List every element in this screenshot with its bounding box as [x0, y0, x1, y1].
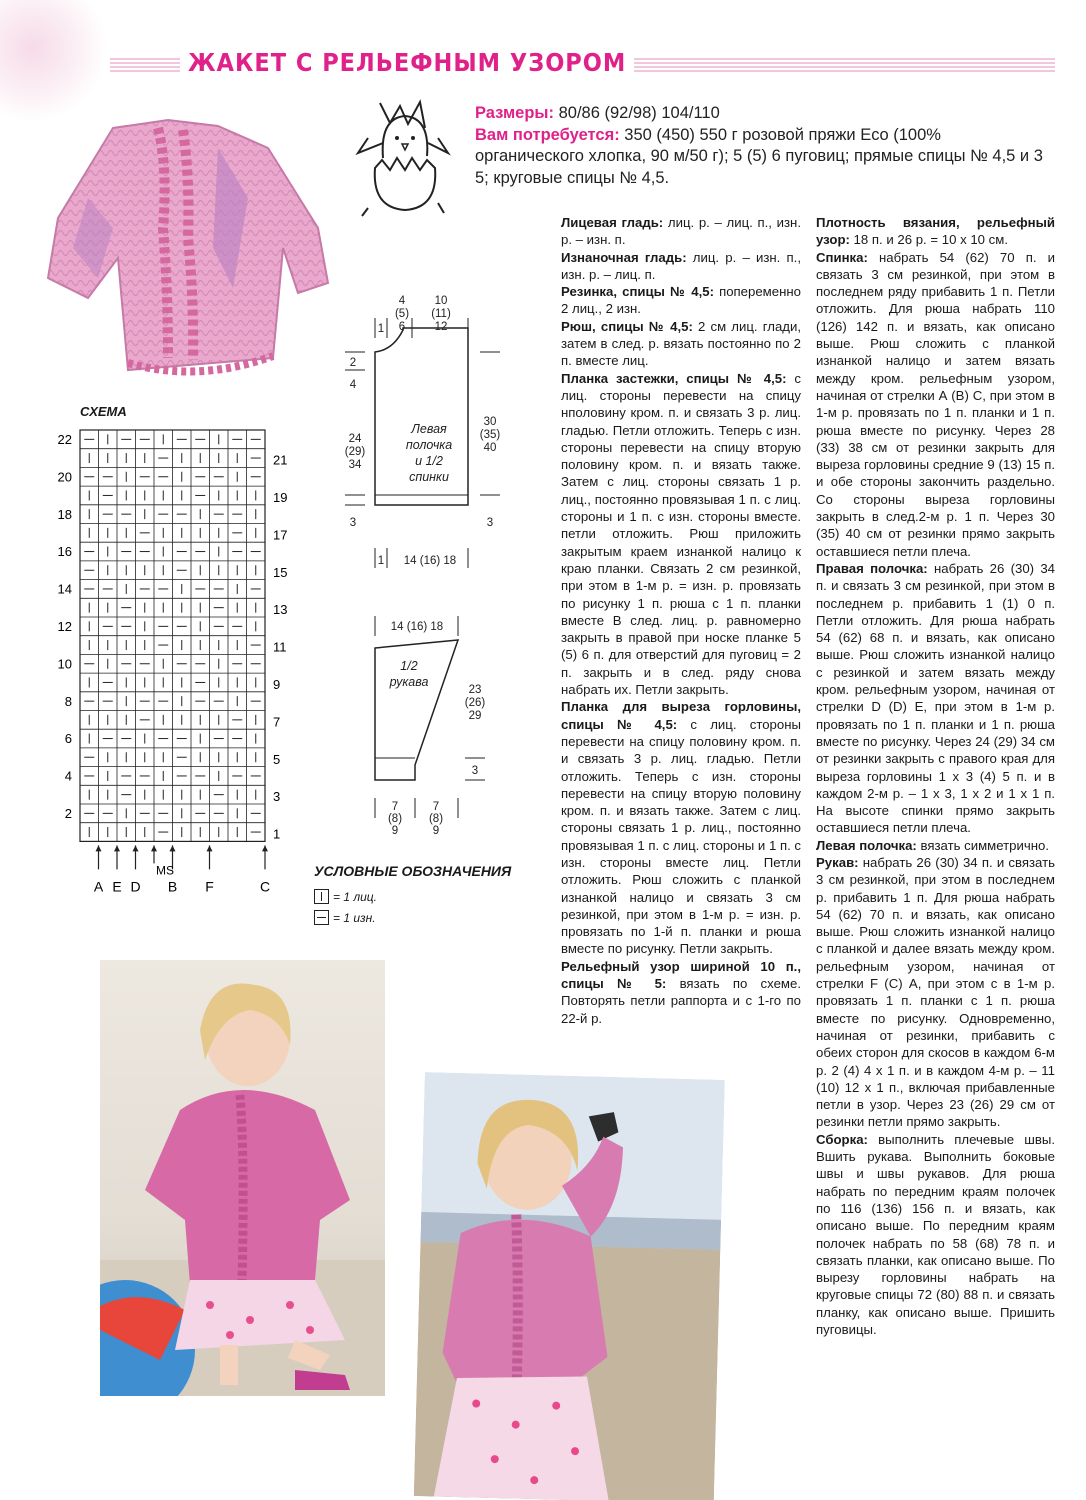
instruction-paragraph	[816, 214, 1055, 249]
arrow-up-icon	[170, 845, 176, 851]
materials-value: 350 (450) 550 г розовой пряжи Eco (100% органического хлопка, 90 м/50 г); 5 (5) 6 пуговиц; прямые спицы № 4,5 и 3 5; круговые спицы № 4,5.	[475, 125, 1043, 187]
row-number-left: 4	[64, 768, 72, 784]
instruction-heading: Правая полочка:	[816, 560, 928, 576]
instruction-heading: Рельефный узор шириной 10 п., спицы № 5:	[561, 958, 801, 992]
row-number-right: 9	[273, 676, 281, 692]
instruction-text: набрать 54 (62) 70 п. и связать 3 см резинкой, при этом в последнем ряду прибавить 1 п. Петли отложить. Для рюша набрать 110 (126) 142 п. и вязать, как описано выше. Рюш сложить с планкой изнанкой налицо и затем вязать между кром. рельефным узором, начиная от стрелки А (В) С, при этом в 1-м р. провязать по 1 п. планки и 1 п. рюша вместе по рисунку. Через 28 (33) 38 см от резинки закрыть для выреза горловины средние 9 (13) 15 п. и обе стороны закончить раздельно. Со стороны выреза горловины закрыть в след.2-м р. 1 п. Через 30 (35) 40 см от резинки прямо закрыть оставшиеся петли плеча.	[816, 249, 1055, 559]
instruction-heading: Планка застежки, спицы № 4,5:	[561, 370, 787, 386]
row-number-right: 13	[273, 602, 288, 618]
instruction-paragraph	[561, 249, 801, 284]
chick-egg-illustration	[350, 98, 455, 223]
instruction-text: с лиц. стороны перевести на спицу нполовину кром. п. и связать 3 р. лиц. гладью. Петли отложить. Теперь с изн. стороны перевести на спицу вторую половину кром. п. и вязать также. Затем с лиц. стороны связать 1 р. лиц., постоянно провязывая 1 п. с лиц. стороны и 1 п. с изн. стороны вместе. петли отложить. Рюш приложить закрытым краем изнанкой налицо к краю планки. Связать 2 см резинкой, при этом в 1-м р. = изн. р. провязать по рисунку 1 п. рюша с 1 п. планки вместе В след. лиц. р. равномерно закрыть в правой при носке планке 5 (5) 6 п. для отверстий для пуговиц = 2 п. закрыть и в след. ряду снова набрать их. Петли закрыть.	[561, 370, 801, 698]
legend-purl	[314, 910, 376, 925]
instruction-text: 18 п. и 26 р. = 10 х 10 см.	[849, 232, 1008, 248]
instruction-text: с лиц. стороны перевести на спицу половину кром. п. и связать 3 р. лиц. гладью. Петли отложить. Теперь с изн. стороны перевести на спицу вторую половину кром. п. и вязать также. Затем с лиц. стороны связать 1 р. лиц., постоянно провязывая 1 п. с лиц. стороны и 1 п. с изн. стороны вместе лиц. Петли отложить. Рюш сложить с планкой изнанкой налицо и связать 3 см резинкой, при этом в 1-м р. = изн. р. провязать по 1-й п. планки и рюша вместе по рисунку. Петли закрыть.	[561, 716, 802, 957]
arrow-up-icon	[262, 845, 268, 851]
dim-left-3: 3	[349, 517, 357, 529]
ms-label: MS	[156, 863, 174, 878]
child-photo-1	[100, 960, 385, 1396]
dim-left-24: 24 (29) 34	[344, 433, 366, 471]
row-number-right: 5	[273, 751, 281, 767]
arrow-up-icon	[133, 845, 139, 851]
instruction-heading: Левая полочка:	[816, 837, 917, 853]
instruction-heading: Сборка:	[816, 1131, 868, 1147]
arrow-up-icon	[96, 845, 102, 851]
instructions-column-1	[561, 214, 801, 1027]
row-number-right: 11	[273, 639, 287, 655]
dim-right-3: 3	[486, 517, 494, 529]
dim-one: 1	[377, 323, 385, 335]
pattern-schematic	[335, 290, 535, 855]
instruction-heading: Плотность вязания, рельефный узор:	[816, 215, 1055, 248]
instruction-text: лиц. р. – лиц. п., изн. р. – изн. п.	[561, 215, 801, 248]
legend-title: УСЛОВНЫЕ ОБОЗНАЧЕНИЯ	[314, 863, 512, 879]
stitch-chart	[50, 425, 310, 900]
instruction-heading: Спинка:	[816, 249, 868, 265]
arrow-label: F	[205, 878, 214, 895]
row-number-left: 2	[64, 806, 72, 822]
dim-sleeve-23: 23 (26) 29	[464, 684, 486, 722]
instruction-paragraph	[816, 249, 1055, 560]
instruction-heading: Рукав:	[816, 854, 859, 870]
instruction-text: вязать симметрично.	[916, 837, 1050, 853]
dim-left-4: 4	[349, 379, 357, 391]
instruction-paragraph	[816, 837, 1055, 854]
instruction-paragraph	[816, 854, 1055, 1131]
instruction-text: выполнить плечевые швы. Вшить рукава. Выполнить боковые швы и швы рукавов. Для рюша набрать по передним краям полочек по 116 (136) 156 п. и вязать, как описано выше. По передним краям полочек набрать по 58 (68) 78 п. и связать планки, как описано выше. По вырезу горловины набрать на круговые спицы 72 (80) 88 п. и связать планку, как описано выше. Пришить пуговицы.	[816, 1131, 1055, 1337]
row-number-left: 22	[57, 432, 72, 448]
child-photo-2	[410, 1068, 729, 1500]
sizes-value: 80/86 (92/98) 104/110	[554, 104, 720, 122]
arrow-label: D	[130, 878, 141, 895]
sleeve-top-width: 14 (16) 18	[390, 621, 444, 633]
knit-symbol-icon	[314, 889, 329, 904]
instruction-paragraph	[816, 1131, 1055, 1339]
legend-knit-label: = 1 лиц.	[333, 889, 377, 904]
arrow-label: E	[112, 878, 122, 895]
row-number-right: 7	[273, 714, 281, 730]
instruction-heading: Лицевая гладь:	[561, 215, 664, 230]
front-piece-label: Левая полочка и 1/2 спинки	[405, 422, 453, 484]
arrow-label: B	[167, 878, 178, 895]
dim-sleeve-7a: 7 (8) 9	[387, 801, 403, 837]
dim-top-b: 10 (11) 12	[431, 295, 451, 333]
page-title: ЖАКЕТ С РЕЛЬЕФНЫМ УЗОРОМ	[180, 48, 634, 77]
dim-sleeve-3: 3	[471, 765, 479, 777]
row-number-left: 20	[57, 469, 72, 485]
row-number-right: 15	[273, 564, 288, 580]
arrow-up-icon	[151, 845, 157, 851]
arrow-up-icon	[114, 845, 120, 851]
dim-bottom-one: 1	[377, 555, 385, 567]
instruction-paragraph	[561, 370, 801, 699]
row-number-right: 17	[273, 527, 288, 543]
instruction-paragraph	[561, 318, 801, 370]
arrow-label: A	[93, 878, 104, 895]
intro-block	[475, 103, 1045, 189]
row-number-left: 14	[57, 581, 72, 597]
row-number-right: 1	[273, 826, 281, 842]
arrow-label: C	[259, 878, 271, 895]
legend-knit	[314, 889, 377, 904]
instruction-text: попеременно 2 лиц., 2 изн.	[561, 284, 801, 317]
dim-left-2: 2	[349, 357, 357, 369]
header-decoration	[0, 0, 110, 120]
instruction-text: лиц. р. – изн. п., изн. р. – лиц. п.	[561, 249, 801, 282]
schema-title: СХЕМА	[80, 404, 127, 419]
sizes-label: Размеры:	[475, 104, 555, 122]
instruction-text: набрать 26 (30) 34 п. и связать 3 см резинкой, при этом в последнем р. прибавить 1 (1) 0 п. Петли отложить. Для рюша набрать 54 (62) 68 п. и вязать, как описано выше. Рюш сложить изнанкой налицо с резинкой и затем вязать между кром. рельефным узором, начиная от стрелки D (D) E, при этом в 1-м р. провязать по 1 п. планки и 1 п. рюша вместе по рисунку. Через 24 (29) 34 см от резинки закрыть с правого края для выреза горловины 1 х 3 (4) 5 п. и в каждом 2-м р. – 1 х 3, 1 х 2 и 1 х 1 п. На высоте спинки прямо закрыть оставшиеся петли плеча.	[816, 560, 1055, 836]
row-number-left: 16	[57, 544, 72, 560]
row-number-right: 21	[273, 452, 288, 468]
instruction-heading: Рюш, спицы № 4,5:	[561, 318, 693, 334]
instruction-heading: Планка для выреза горловины, спицы № 4,5:	[561, 699, 801, 732]
instruction-heading: Изнаночная гладь:	[561, 249, 687, 265]
instruction-paragraph	[816, 560, 1055, 837]
instruction-text: 2 см лиц. глади, затем в след. р. вязать постоянно по 2 п. вместе лиц.	[561, 318, 802, 369]
instructions-column-2	[816, 214, 1055, 1338]
instruction-paragraph	[561, 214, 801, 249]
instruction-text: набрать 26 (30) 34 п. и связать 3 см резинкой, при этом в последнем р. прибавить 1 п. Для рюша набрать 54 (62) 70 п. и вязать, как описано выше. Рюш сложить изнанкой налицо с планкой и далее вязать между кром. рельефным узором, начиная от стрелки F (С) А, при этом с в 1-м р. провязать 1 п. планки с 1 п. рюша вместе по рисунку. Одновременно, начиная от резинки, прибавить с обеих сторон для скосов в каждом 6-м р. 2 (4) 4 х 1 п. и в каждом 4-м р. – 11 (10) 12 х 1 п., включая прибавленные петли в узор. Через 23 (26) 29 см от резинки петли прямо закрыть.	[816, 854, 1055, 1130]
sweater-photo	[18, 108, 338, 388]
instruction-paragraph	[561, 283, 801, 318]
row-number-right: 3	[273, 789, 281, 805]
arrow-up-icon	[207, 845, 213, 851]
materials-label: Вам потребуется:	[475, 125, 620, 144]
row-number-left: 18	[57, 506, 72, 522]
sleeve-piece-label: 1/2 рукава	[389, 659, 429, 689]
instruction-paragraph	[561, 958, 801, 1027]
row-number-right: 19	[273, 489, 288, 505]
instruction-paragraph	[561, 698, 801, 957]
instruction-text: вязать по схеме. Повторять петли раппорта и с 1-го по 22-й р.	[561, 976, 801, 1026]
row-number-left: 8	[64, 693, 72, 709]
row-number-left: 6	[64, 731, 72, 747]
purl-symbol-icon	[314, 910, 329, 925]
dim-bottom-width: 14 (16) 18	[403, 555, 457, 567]
dim-right-30: 30 (35) 40	[479, 416, 501, 454]
row-number-left: 10	[57, 656, 72, 672]
legend-purl-label: = 1 изн.	[333, 910, 376, 925]
dim-sleeve-7b: 7 (8) 9	[428, 801, 444, 837]
row-number-left: 12	[57, 619, 72, 635]
instruction-heading: Резинка, спицы № 4,5:	[561, 284, 714, 300]
dim-top-a: 4 (5) 6	[394, 295, 410, 333]
